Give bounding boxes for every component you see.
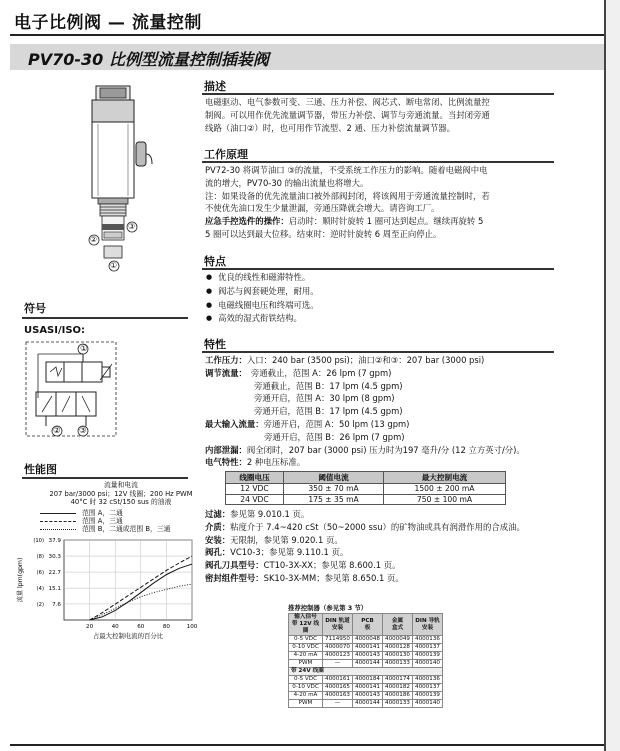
operation-text xyxy=(205,164,575,241)
voltage-col-header: 最大控制电流 xyxy=(384,472,506,484)
chart-x-tick-label: 40 xyxy=(111,624,119,630)
performance-chart xyxy=(12,530,202,642)
controllers-header xyxy=(289,614,443,636)
table-cell: — xyxy=(323,660,353,668)
controllers-col-header: 金属 盒式 xyxy=(383,614,413,636)
features-rule xyxy=(202,268,554,270)
operation-rule xyxy=(202,161,554,163)
table-cell: 4000144 xyxy=(353,660,383,668)
table-cell: 4000174 xyxy=(383,676,413,684)
features-heading: 特点 xyxy=(204,255,226,268)
symbol-port-3: ③ xyxy=(79,426,87,436)
electrical-line xyxy=(205,456,595,469)
table-cell: 24 VDC xyxy=(226,494,284,505)
leakage-line xyxy=(205,444,595,457)
chart-y-tick-label: 30.3 xyxy=(48,554,61,561)
specs-block xyxy=(205,354,595,469)
table-cell: 4-20 mA xyxy=(289,652,323,660)
chapter-divider xyxy=(10,34,604,36)
cavity-tool-line xyxy=(205,559,595,572)
specs-rule xyxy=(202,351,554,353)
description-line: 线路（油口②）时，也可用作节流型、2 通、压力补偿流量调节器。 xyxy=(205,122,455,133)
pressure-label: 工作压力： xyxy=(205,355,247,365)
manual-override-label: 应急手控选件的操作： xyxy=(205,216,289,227)
table-cell: 4000130 xyxy=(383,652,413,660)
legend-label: 范围 A，二通 xyxy=(82,509,123,517)
media-line xyxy=(205,521,595,534)
description-heading: 描述 xyxy=(204,80,226,93)
table-row xyxy=(289,660,443,668)
symbol-port-2: ② xyxy=(53,426,61,436)
voltage-table xyxy=(225,471,506,505)
table-cell: 4000139 xyxy=(413,692,443,700)
table-row xyxy=(226,494,506,505)
operation-line: 注：如果设备的优先流量油口被外部阀封闭，将该阀用于旁通流量控制时，若 xyxy=(205,190,490,201)
operation-line: PV72-30 将调节油口 ③的流量，不受系统工作压力的影响。随着电磁阀中电 xyxy=(205,165,488,175)
seal-kit-label: 密封组件型号： xyxy=(205,572,264,583)
seal-kit-value: SK10-3X-MM；参见第 8.650.1 页。 xyxy=(263,572,404,583)
table-cell: 4000133 xyxy=(383,660,413,668)
table-cell: 4000049 xyxy=(383,636,413,644)
chart-y2-tick-label: (2) xyxy=(36,601,44,608)
chart-x-tick-label: 80 xyxy=(162,624,170,630)
table-cell: 0-5 VDC xyxy=(289,676,323,684)
pressure-line xyxy=(205,354,595,367)
table-cell: PWM xyxy=(289,660,323,668)
table-cell: 4-20 mA xyxy=(289,692,323,700)
leakage-label: 内部泄漏： xyxy=(205,444,247,455)
table-cell: 4000140 xyxy=(413,700,443,708)
performance-heading: 性能图 xyxy=(24,463,57,476)
footer-rule xyxy=(10,744,604,746)
symbol-heading: 符号 xyxy=(24,302,46,315)
table-row xyxy=(289,644,443,652)
symbol-rule xyxy=(22,317,188,319)
table-cell: 4000186 xyxy=(383,692,413,700)
chart-x-axis-label: 占最大控制电流的百分比 xyxy=(92,632,164,640)
feature-item: ● 优良的线性和磁滞特性。 xyxy=(206,271,566,285)
flow-line xyxy=(205,367,595,380)
feature-item: ● 阀芯与阀套硬处理，耐用。 xyxy=(206,285,566,299)
description-rule xyxy=(202,93,554,95)
table-cell: 350 ± 70 mA xyxy=(284,484,384,495)
manual-override-line: 5 圈可以达到最大位移。结束时：逆时针旋转 6 周至正向停止。 xyxy=(205,228,442,239)
table-cell: 4000140 xyxy=(413,660,443,668)
feature-item: ● 高效的湿式衔铁结构。 xyxy=(206,312,566,326)
chart-y2-tick-label: (8) xyxy=(36,554,44,561)
controllers-col-header: PCB 板 xyxy=(353,614,383,636)
table-section-label: 带 24V 线圈 xyxy=(289,668,443,676)
specs-heading: 特性 xyxy=(204,338,226,351)
chapter-title: 电子比例阀 — 流量控制 xyxy=(14,13,202,33)
table-cell: 175 ± 35 mA xyxy=(284,494,384,505)
pressure-value: 入口：240 bar (3500 psi)；油口②和③：207 bar (3000 psi) xyxy=(246,355,485,365)
chart-caption xyxy=(36,481,206,507)
chart-caption-line: 流量和电流 xyxy=(104,481,138,489)
table-section-row xyxy=(289,668,443,676)
table-cell: 4000128 xyxy=(383,644,413,652)
filtration-line xyxy=(205,508,595,521)
table-cell: PWM xyxy=(289,700,323,708)
table-cell: 4000182 xyxy=(383,684,413,692)
media-label: 介质： xyxy=(205,521,231,532)
installation-value: 无限制，参见第 9.020.1 页。 xyxy=(230,534,343,545)
valve-port-3-label: ③ xyxy=(128,222,136,231)
chart-x-tick-label: 20 xyxy=(86,624,94,630)
table-cell: 7114950 xyxy=(323,636,353,644)
controllers-title: 推荐控制器（参见第 3 节） xyxy=(288,604,368,612)
controllers-col-header: 输入信号 带 12V 线圈 xyxy=(289,614,323,636)
manual-override-line xyxy=(205,215,575,228)
table-row xyxy=(289,684,443,692)
cavity-tool-label: 阀孔刀具型号： xyxy=(205,560,264,571)
performance-rule xyxy=(22,477,188,479)
table-cell: 4000133 xyxy=(383,700,413,708)
max-flow-line xyxy=(205,418,595,431)
manual-override-text: 启动时：顺时针旋转 1 圈可达到起点。继续再旋转 5 xyxy=(288,216,484,227)
table-cell: 4000141 xyxy=(353,644,383,652)
table-row xyxy=(226,484,506,495)
chart-y-tick-label: 15.1 xyxy=(48,586,61,593)
chart-y-tick-label: 37.9 xyxy=(48,538,61,544)
features-list xyxy=(206,271,566,326)
cavity-value: VC10-3；参见第 9.110.1 页。 xyxy=(230,547,349,558)
table-cell: 0-5 VDC xyxy=(289,636,323,644)
legend-label: 范围 A，三通 xyxy=(82,517,123,526)
legend-item xyxy=(40,509,170,517)
operation-line: 不使优先油口发生少量泄漏，旁通压降就会增大。请咨询工厂。 xyxy=(205,203,440,214)
page-margin xyxy=(606,0,620,751)
specs-block-2 xyxy=(205,508,595,585)
valve-port-2-label: ② xyxy=(90,235,98,244)
table-cell: 4000136 xyxy=(413,676,443,684)
chart-y2-tick-label: (6) xyxy=(36,570,44,577)
table-cell: 0-10 VDC xyxy=(289,644,323,652)
flow-line: 旁通开启，范围 B：17 lpm (4.5 gpm) xyxy=(254,406,403,417)
chart-plot-area xyxy=(64,540,192,620)
flow-value: 旁通截止，范围 A：26 lpm (7 gpm) xyxy=(250,367,392,378)
max-flow-label: 最大输入流量： xyxy=(205,418,264,429)
controllers-col-header: DIN 轨道 安装 xyxy=(323,614,353,636)
chart-y2-tick-label: (10) xyxy=(33,538,44,544)
table-cell: 4000137 xyxy=(413,644,443,652)
table-cell: 4000165 xyxy=(323,684,353,692)
feature-item: ● 电磁线圈电压和终端可选。 xyxy=(206,299,566,313)
table-cell: 750 ± 100 mA xyxy=(384,494,506,505)
table-cell: 4000163 xyxy=(323,692,353,700)
chart-y-axis-label: 流量 lpm(gpm) xyxy=(17,557,24,603)
max-flow-value: 旁通开启，范围 A：50 lpm (13 gpm) xyxy=(263,418,410,429)
hydraulic-symbol xyxy=(24,340,124,440)
product-title: PV70-30 比例型流量控制插装阀 xyxy=(28,50,269,69)
table-cell: 4000143 xyxy=(353,692,383,700)
table-cell: 12 VDC xyxy=(226,484,284,495)
media-value: 粘度介于 7.4~420 cSt（50~2000 ssu）的矿物油或具有润滑作用的合成油。 xyxy=(230,521,525,532)
max-flow-line: 旁通开启，范围 B：26 lpm (7 gpm) xyxy=(264,431,405,442)
table-cell: 4000141 xyxy=(353,684,383,692)
controllers-table xyxy=(288,613,443,708)
flow-label: 调节流量： xyxy=(205,367,247,378)
installation-line xyxy=(205,534,595,547)
table-row xyxy=(289,700,443,708)
table-cell: 4000137 xyxy=(413,684,443,692)
electrical-value: 2 种电压标准。 xyxy=(246,457,306,468)
chart-y-tick-label: 7.6 xyxy=(52,601,61,608)
voltage-table-header xyxy=(226,472,506,484)
flow-line: 旁通开启，范围 A：30 lpm (8 gpm) xyxy=(254,393,395,404)
table-row xyxy=(289,636,443,644)
chart-caption-line: 207 bar/3000 psi；12V 线圈；200 Hz PWM xyxy=(49,489,193,498)
chart-x-tick-label: 60 xyxy=(137,624,145,630)
legend-label: 范围 B，二通或范围 B，三通 xyxy=(82,525,171,534)
cavity-label: 阀孔： xyxy=(205,547,231,558)
table-row xyxy=(289,692,443,700)
table-row xyxy=(289,676,443,684)
cavity-tool-value: CT10-3X-XX；参见第 8.600.1 页。 xyxy=(263,560,401,571)
flow-line: 旁通截止，范围 B：17 lpm (4.5 gpm) xyxy=(254,380,403,391)
electrical-label: 电气特性： xyxy=(205,457,247,468)
chart-x-tick-label: 100 xyxy=(186,624,198,630)
description-text xyxy=(205,96,565,134)
seal-kit-line xyxy=(205,572,595,585)
valve-drawing xyxy=(78,84,158,274)
filtration-value: 参见第 9.010.1 页。 xyxy=(230,509,310,519)
installation-label: 安装： xyxy=(205,534,231,545)
operation-line: 流的增大，PV70-30 的输出流量也将增大。 xyxy=(205,177,369,188)
table-cell: 4000144 xyxy=(353,700,383,708)
leakage-value: 阀全闭时，207 bar (3000 psi) 压力时为197 毫升/分 (12 立方英寸/分)。 xyxy=(246,444,525,455)
table-cell: 1500 ± 200 mA xyxy=(384,484,506,495)
description-line: 制阀。可以用作优先流量调节器，带压力补偿、调节与旁通流量。当封闭旁通 xyxy=(205,109,490,120)
chart-y2-tick-label: (4) xyxy=(36,586,44,593)
voltage-col-header: 阈值电流 xyxy=(284,472,384,484)
table-cell: 4000184 xyxy=(353,676,383,684)
table-cell: 4000161 xyxy=(323,676,353,684)
symbol-standard: USASI/ISO: xyxy=(24,325,86,336)
description-line: 电磁驱动、电气参数可变、三通、压力补偿、阀芯式、断电常闭、比例流量控 xyxy=(205,97,490,107)
controllers-col-header: DIN 导轨 安装 xyxy=(413,614,443,636)
table-cell: 4000048 xyxy=(353,636,383,644)
table-cell: — xyxy=(323,700,353,708)
valve-port-1-label: ① xyxy=(110,261,118,270)
table-cell: 4000123 xyxy=(323,652,353,660)
cavity-line xyxy=(205,546,595,559)
table-cell: 4000070 xyxy=(323,644,353,652)
chart-y-tick-label: 22.7 xyxy=(48,570,61,577)
table-cell: 4000136 xyxy=(413,636,443,644)
filtration-label: 过滤： xyxy=(205,509,231,519)
voltage-col-header: 线圈电压 xyxy=(226,472,284,484)
table-cell: 4000143 xyxy=(353,652,383,660)
table-cell: 4000139 xyxy=(413,652,443,660)
table-row xyxy=(289,652,443,660)
chart-caption-line: 40°C 时 32 cSt/150 sus 的油液 xyxy=(70,498,172,507)
table-cell: 0-10 VDC xyxy=(289,684,323,692)
operation-heading: 工作原理 xyxy=(204,148,248,161)
symbol-port-1: ① xyxy=(80,344,88,354)
